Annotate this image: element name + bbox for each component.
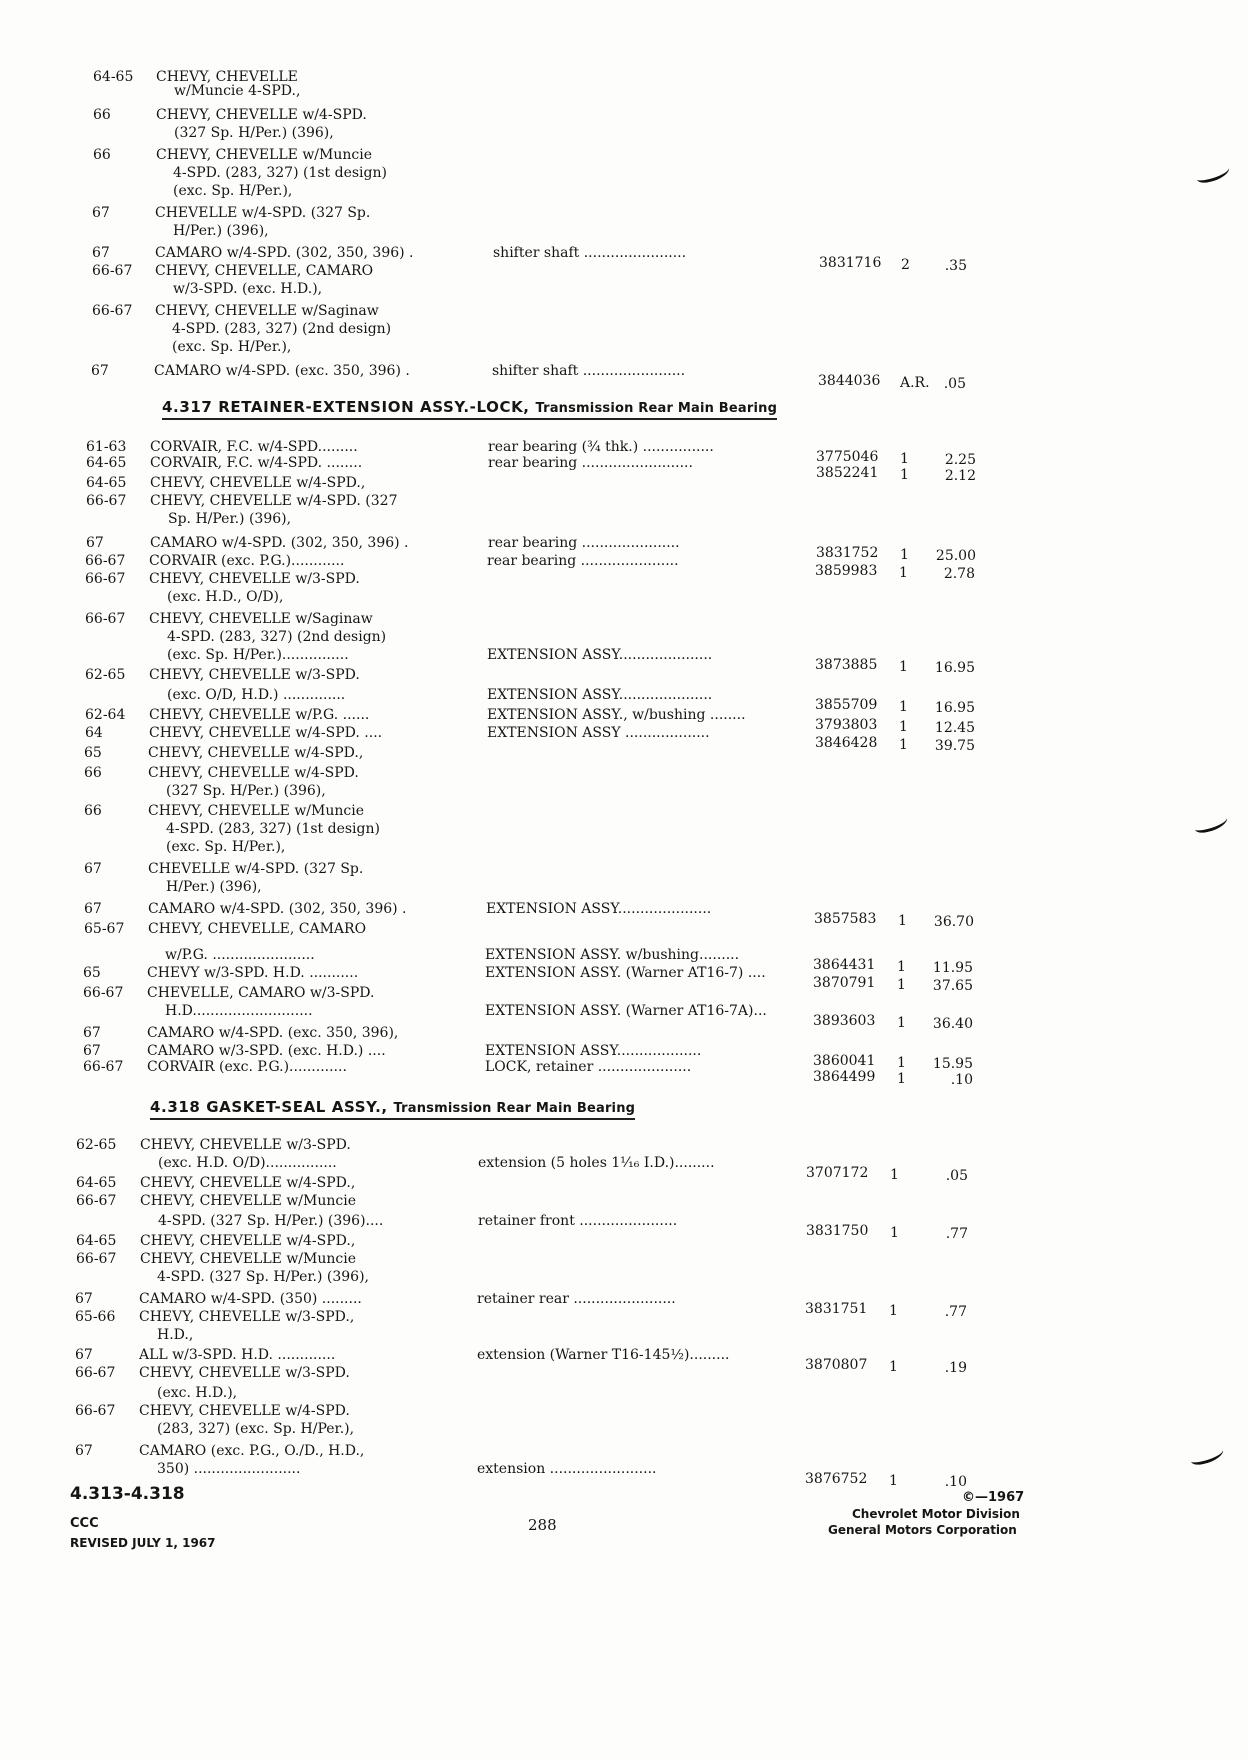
part-number: 3831716	[819, 255, 882, 271]
price: 2.78	[943, 566, 975, 582]
part-number: 3831750	[806, 1223, 869, 1239]
part-number: 3873885	[815, 657, 878, 673]
listing-line	[0, 1420, 1248, 1438]
quantity: 1	[889, 1473, 898, 1489]
model-years: 67	[92, 245, 110, 261]
quantity: 1	[898, 913, 907, 929]
application: CHEVY, CHEVELLE w/3-SPD.,	[139, 1309, 355, 1325]
quantity: 1	[890, 1167, 899, 1183]
model-years: 66-67	[85, 611, 126, 627]
part-description: rear bearing ......................	[488, 535, 680, 551]
quantity: 1	[900, 467, 909, 483]
quantity: 1	[899, 565, 908, 581]
listing-line	[0, 628, 1248, 646]
listing-line	[0, 1024, 1248, 1042]
model-years: 67	[75, 1291, 93, 1307]
price: 12.45	[934, 720, 975, 736]
listing-line	[0, 802, 1248, 820]
part-description: EXTENSION ASSY. (Warner AT16-7) ....	[485, 965, 766, 981]
application: CHEVY, CHEVELLE w/4-SPD.,	[140, 1233, 356, 1249]
application: CHEVY, CHEVELLE w/3-SPD.	[149, 571, 360, 587]
listing-line	[0, 984, 1248, 1002]
quantity: 1	[899, 719, 908, 735]
model-years: 66	[84, 803, 102, 819]
part-description: rear bearing ......................	[487, 553, 679, 569]
part-description: EXTENSION ASSY.....................	[487, 687, 713, 703]
model-years: 66-67	[76, 1193, 117, 1209]
application: (exc. Sp. H/Per.),	[172, 339, 292, 355]
model-years: 67	[84, 861, 102, 877]
footer-code: CCC	[70, 1516, 99, 1531]
application: H/Per.) (396),	[173, 223, 269, 239]
application: CHEVY, CHEVELLE w/4-SPD. (327	[150, 493, 398, 509]
model-years: 67	[75, 1347, 93, 1363]
quantity: 1	[897, 959, 906, 975]
price: 16.95	[934, 660, 975, 676]
part-number: 3860041	[813, 1053, 876, 1069]
model-years: 66	[84, 765, 102, 781]
listing-line	[0, 1232, 1248, 1250]
listing-line	[0, 744, 1248, 762]
section-subtitle: Transmission Rear Main Bearing	[535, 401, 778, 416]
quantity: 2	[901, 257, 910, 273]
application: CHEVY, CHEVELLE w/3-SPD.	[149, 667, 360, 683]
price: 16.95	[934, 700, 975, 716]
listing-line	[0, 182, 1248, 200]
application: CHEVY, CHEVELLE, CAMARO	[155, 263, 374, 279]
model-years: 67	[86, 535, 104, 551]
section-subtitle: Transmission Rear Main Bearing	[393, 1101, 636, 1116]
listing-line	[0, 610, 1248, 628]
model-years: 65-66	[75, 1309, 116, 1325]
application: CHEVY, CHEVELLE w/4-SPD.,	[140, 1175, 356, 1191]
model-years: 64-65	[93, 69, 134, 85]
application: (exc. Sp. H/Per.),	[173, 183, 293, 199]
model-years: 66	[93, 147, 111, 163]
listing-line	[0, 204, 1248, 222]
price: .19	[944, 1360, 967, 1376]
model-years: 62-65	[76, 1137, 117, 1153]
price: 2.12	[944, 468, 976, 484]
listing-line	[0, 1460, 1248, 1490]
part-number: 3831752	[816, 545, 879, 561]
application: H.D.,	[157, 1327, 194, 1343]
quantity: 1	[897, 1015, 906, 1031]
price: .77	[944, 1304, 967, 1320]
part-description: EXTENSION ASSY ...................	[487, 725, 710, 741]
section-heading-4-318	[150, 1098, 635, 1120]
model-years: 67	[75, 1443, 93, 1459]
listing-line	[0, 588, 1248, 606]
application: CORVAIR (exc. P.G.).............	[147, 1059, 347, 1075]
application: CHEVY, CHEVELLE	[156, 69, 298, 85]
listing-line	[0, 302, 1248, 320]
part-number: 3831751	[805, 1301, 868, 1317]
part-description: rear bearing (¾ thk.) ................	[488, 439, 714, 455]
listing-line	[0, 782, 1248, 800]
model-years: 66-67	[92, 263, 133, 279]
application: 4-SPD. (283, 327) (1st design)	[166, 821, 380, 837]
application: 4-SPD. (283, 327) (2nd design)	[172, 321, 392, 337]
listing-line	[0, 1308, 1248, 1326]
model-years: 64	[85, 725, 103, 741]
application: CHEVY, CHEVELLE w/4-SPD.,	[150, 475, 366, 491]
application: CAMARO w/4-SPD. (350) .........	[139, 1291, 362, 1307]
application: CORVAIR, F.C. w/4-SPD. ........	[150, 455, 363, 471]
part-description: shifter shaft .......................	[492, 363, 686, 379]
part-description: EXTENSION ASSY.....................	[487, 647, 713, 663]
part-description: LOCK, retainer .....................	[485, 1059, 692, 1075]
application: CHEVY, CHEVELLE w/Muncie	[156, 147, 372, 163]
quantity: 1	[897, 977, 906, 993]
model-years: 66-67	[86, 493, 127, 509]
listing-line	[0, 666, 1248, 684]
listing-line	[0, 262, 1248, 280]
application: 4-SPD. (327 Sp. H/Per.) (396)....	[158, 1213, 384, 1229]
application: CAMARO w/4-SPD. (exc. 350, 396) .	[154, 363, 410, 379]
model-years: 64-65	[76, 1175, 117, 1191]
application: CHEVELLE w/4-SPD. (327 Sp.	[148, 861, 364, 877]
application: (exc. H.D.),	[157, 1385, 238, 1401]
page-number: 288	[528, 1516, 557, 1534]
price: 36.40	[932, 1016, 973, 1032]
application: (exc. Sp. H/Per.)...............	[167, 647, 349, 663]
model-years: 67	[92, 205, 110, 221]
application: CAMARO w/4-SPD. (302, 350, 396) .	[155, 245, 414, 261]
application: CHEVY, CHEVELLE w/4-SPD. ....	[149, 725, 383, 741]
application: CHEVY, CHEVELLE w/Muncie	[140, 1193, 356, 1209]
model-years: 66-67	[83, 985, 124, 1001]
application: CORVAIR (exc. P.G.)............	[149, 553, 345, 569]
listing-line	[0, 320, 1248, 338]
price: .77	[945, 1226, 968, 1242]
quantity: 1	[897, 1055, 906, 1071]
model-years: 67	[84, 901, 102, 917]
application: (327 Sp. H/Per.) (396),	[166, 783, 326, 799]
price: .35	[944, 258, 967, 274]
application: ALL w/3-SPD. H.D. .............	[139, 1347, 336, 1363]
application: CAMARO w/4-SPD. (302, 350, 396) .	[148, 901, 407, 917]
part-number: 3846428	[815, 735, 878, 751]
model-years: 62-64	[85, 707, 126, 723]
application: w/Muncie 4-SPD.,	[174, 83, 301, 99]
section-heading-4-317	[162, 398, 777, 420]
footer-range: 4.313-4.318	[70, 1484, 185, 1504]
price: .10	[950, 1072, 973, 1088]
application: (exc. O/D, H.D.) ..............	[167, 687, 346, 703]
price: .10	[944, 1474, 967, 1490]
part-number: 3893603	[813, 1013, 876, 1029]
model-years: 62-65	[85, 667, 126, 683]
price: 11.95	[932, 960, 973, 976]
part-number: 3707172	[806, 1165, 869, 1181]
listing-line	[0, 1364, 1248, 1382]
application: Sp. H/Per.) (396),	[168, 511, 292, 527]
quantity: 1	[899, 659, 908, 675]
application: CHEVY, CHEVELLE w/3-SPD.	[139, 1365, 350, 1381]
model-years: 67	[83, 1043, 101, 1059]
application: w/P.G. .......................	[165, 947, 315, 963]
part-number: 3870791	[813, 975, 876, 991]
application: w/3-SPD. (exc. H.D.),	[173, 281, 323, 297]
listing-line	[0, 838, 1248, 856]
model-years: 64-65	[76, 1233, 117, 1249]
price: 39.75	[934, 738, 975, 754]
part-number: 3870807	[805, 1357, 868, 1373]
price: 2.25	[944, 452, 976, 468]
model-years: 65-67	[84, 921, 125, 937]
quantity: 1	[889, 1359, 898, 1375]
application: (327 Sp. H/Per.) (396),	[174, 125, 334, 141]
listing-line	[0, 1136, 1248, 1154]
listing-line	[0, 146, 1248, 164]
price: 15.95	[932, 1056, 973, 1072]
application: 4-SPD. (283, 327) (1st design)	[173, 165, 387, 181]
application: CHEVY, CHEVELLE w/Muncie	[140, 1251, 356, 1267]
application: CHEVY, CHEVELLE w/Muncie	[148, 803, 364, 819]
section-title: 4.317 RETAINER-EXTENSION ASSY.-LOCK,	[162, 398, 530, 416]
model-years: 67	[83, 1025, 101, 1041]
model-years: 66-67	[75, 1403, 116, 1419]
part-number: 3793803	[815, 717, 878, 733]
model-years: 66-67	[85, 553, 126, 569]
part-number: 3864499	[813, 1069, 876, 1085]
part-description: EXTENSION ASSY., w/bushing ........	[487, 707, 746, 723]
model-years: 64-65	[86, 455, 127, 471]
listing-line	[0, 124, 1248, 142]
quantity: 1	[890, 1225, 899, 1241]
price: .05	[943, 376, 966, 392]
part-description: EXTENSION ASSY. (Warner AT16-7A)...	[485, 1003, 767, 1019]
listing-line	[0, 820, 1248, 838]
application: 350) ........................	[157, 1461, 301, 1477]
quantity: 1	[900, 547, 909, 563]
listing-line	[0, 764, 1248, 782]
part-description: retainer front ......................	[478, 1213, 678, 1229]
part-description: EXTENSION ASSY...................	[485, 1043, 702, 1059]
part-description: extension (Warner T16-145½).........	[477, 1347, 730, 1363]
listing-line	[0, 510, 1248, 528]
application: CAMARO w/4-SPD. (exc. 350, 396),	[147, 1025, 399, 1041]
listing-line	[0, 362, 1248, 392]
application: (283, 327) (exc. Sp. H/Per.),	[157, 1421, 355, 1437]
part-number: 3859983	[815, 563, 878, 579]
quantity: 1	[899, 737, 908, 753]
model-years: 66-67	[85, 571, 126, 587]
application: CHEVY, CHEVELLE w/4-SPD.	[156, 107, 367, 123]
footer-revised: REVISED JULY 1, 1967	[70, 1536, 216, 1550]
listing-line	[0, 1384, 1248, 1402]
part-description: shifter shaft .......................	[493, 245, 687, 261]
price: 37.65	[932, 978, 973, 994]
listing-line	[0, 474, 1248, 492]
model-years: 64-65	[86, 475, 127, 491]
part-description: extension (5 holes 1¹⁄₁₆ I.D.).........	[478, 1155, 715, 1171]
application: (exc. H.D. O/D)................	[158, 1155, 337, 1171]
application: 4-SPD. (327 Sp. H/Per.) (396),	[157, 1269, 369, 1285]
listing-line	[0, 338, 1248, 356]
part-number: 3844036	[818, 373, 881, 389]
application: CHEVY, CHEVELLE w/3-SPD.	[140, 1137, 351, 1153]
listing-line	[0, 1174, 1248, 1192]
listing-line	[0, 860, 1248, 878]
model-years: 66	[93, 107, 111, 123]
quantity: 1	[899, 699, 908, 715]
model-years: 61-63	[86, 439, 127, 455]
listing-line	[0, 492, 1248, 510]
listing-line	[0, 570, 1248, 588]
part-description: EXTENSION ASSY. w/bushing.........	[485, 947, 740, 963]
section-title: 4.318 GASKET-SEAL ASSY.,	[150, 1098, 388, 1116]
listing-line	[0, 106, 1248, 124]
application: CHEVY, CHEVELLE w/4-SPD.,	[148, 745, 364, 761]
price: .05	[945, 1168, 968, 1184]
part-number: 3864431	[813, 957, 876, 973]
part-number: 3857583	[814, 911, 877, 927]
application: CAMARO (exc. P.G., O./D., H.D.,	[139, 1443, 365, 1459]
quantity: 1	[897, 1071, 906, 1087]
listing-line	[0, 878, 1248, 896]
listing-line	[0, 1442, 1248, 1460]
listing-line	[0, 164, 1248, 182]
listing-line	[0, 1326, 1248, 1344]
footer-corporation: General Motors Corporation	[828, 1523, 1017, 1537]
application: CAMARO w/4-SPD. (302, 350, 396) .	[150, 535, 409, 551]
application: CHEVY, CHEVELLE w/4-SPD.	[139, 1403, 350, 1419]
price: 36.70	[933, 914, 974, 930]
part-description: extension ........................	[477, 1461, 657, 1477]
listing-line	[0, 920, 1248, 938]
listing-line	[0, 1268, 1248, 1286]
part-number: 3855709	[815, 697, 878, 713]
application: CAMARO w/3-SPD. (exc. H.D.) ....	[147, 1043, 386, 1059]
application: CHEVY, CHEVELLE, CAMARO	[148, 921, 367, 937]
application: 4-SPD. (283, 327) (2nd design)	[167, 629, 387, 645]
application: (exc. Sp. H/Per.),	[166, 839, 286, 855]
application: H/Per.) (396),	[166, 879, 262, 895]
model-years: 66-67	[92, 303, 133, 319]
model-years: 65	[83, 965, 101, 981]
model-years: 66-67	[75, 1365, 116, 1381]
application: CORVAIR, F.C. w/4-SPD.........	[150, 439, 358, 455]
application: CHEVY w/3-SPD. H.D. ...........	[147, 965, 359, 981]
listing-line	[0, 82, 1248, 100]
model-years: 65	[84, 745, 102, 761]
quantity: A.R.	[900, 375, 930, 391]
listing-line	[0, 1402, 1248, 1420]
listing-line	[0, 222, 1248, 240]
part-description: rear bearing .........................	[488, 455, 693, 471]
listing-line	[0, 1250, 1248, 1268]
part-number: 3876752	[805, 1471, 868, 1487]
quantity: 1	[900, 451, 909, 467]
part-description: EXTENSION ASSY.....................	[486, 901, 712, 917]
application: H.D...........................	[165, 1003, 313, 1019]
quantity: 1	[889, 1303, 898, 1319]
footer-division: Chevrolet Motor Division	[852, 1507, 1020, 1521]
model-years: 66-67	[83, 1059, 124, 1075]
part-number: 3852241	[816, 465, 879, 481]
price: 25.00	[935, 548, 976, 564]
application: CHEVELLE, CAMARO w/3-SPD.	[147, 985, 375, 1001]
application: (exc. H.D., O/D),	[167, 589, 284, 605]
part-description: retainer rear .......................	[477, 1291, 676, 1307]
listing-line	[0, 280, 1248, 298]
application: CHEVY, CHEVELLE w/Saginaw	[149, 611, 373, 627]
footer-copyright: ©—1967	[962, 1490, 1025, 1505]
application: CHEVY, CHEVELLE w/P.G. ......	[149, 707, 370, 723]
model-years: 66-67	[76, 1251, 117, 1267]
listing-line	[0, 1192, 1248, 1210]
listing-line	[0, 1058, 1248, 1088]
listing-line	[0, 1002, 1248, 1032]
application: CHEVY, CHEVELLE w/Saginaw	[155, 303, 379, 319]
application: CHEVY, CHEVELLE w/4-SPD.	[148, 765, 359, 781]
part-number: 3775046	[816, 449, 879, 465]
model-years: 67	[91, 363, 109, 379]
application: CHEVELLE w/4-SPD. (327 Sp.	[155, 205, 371, 221]
